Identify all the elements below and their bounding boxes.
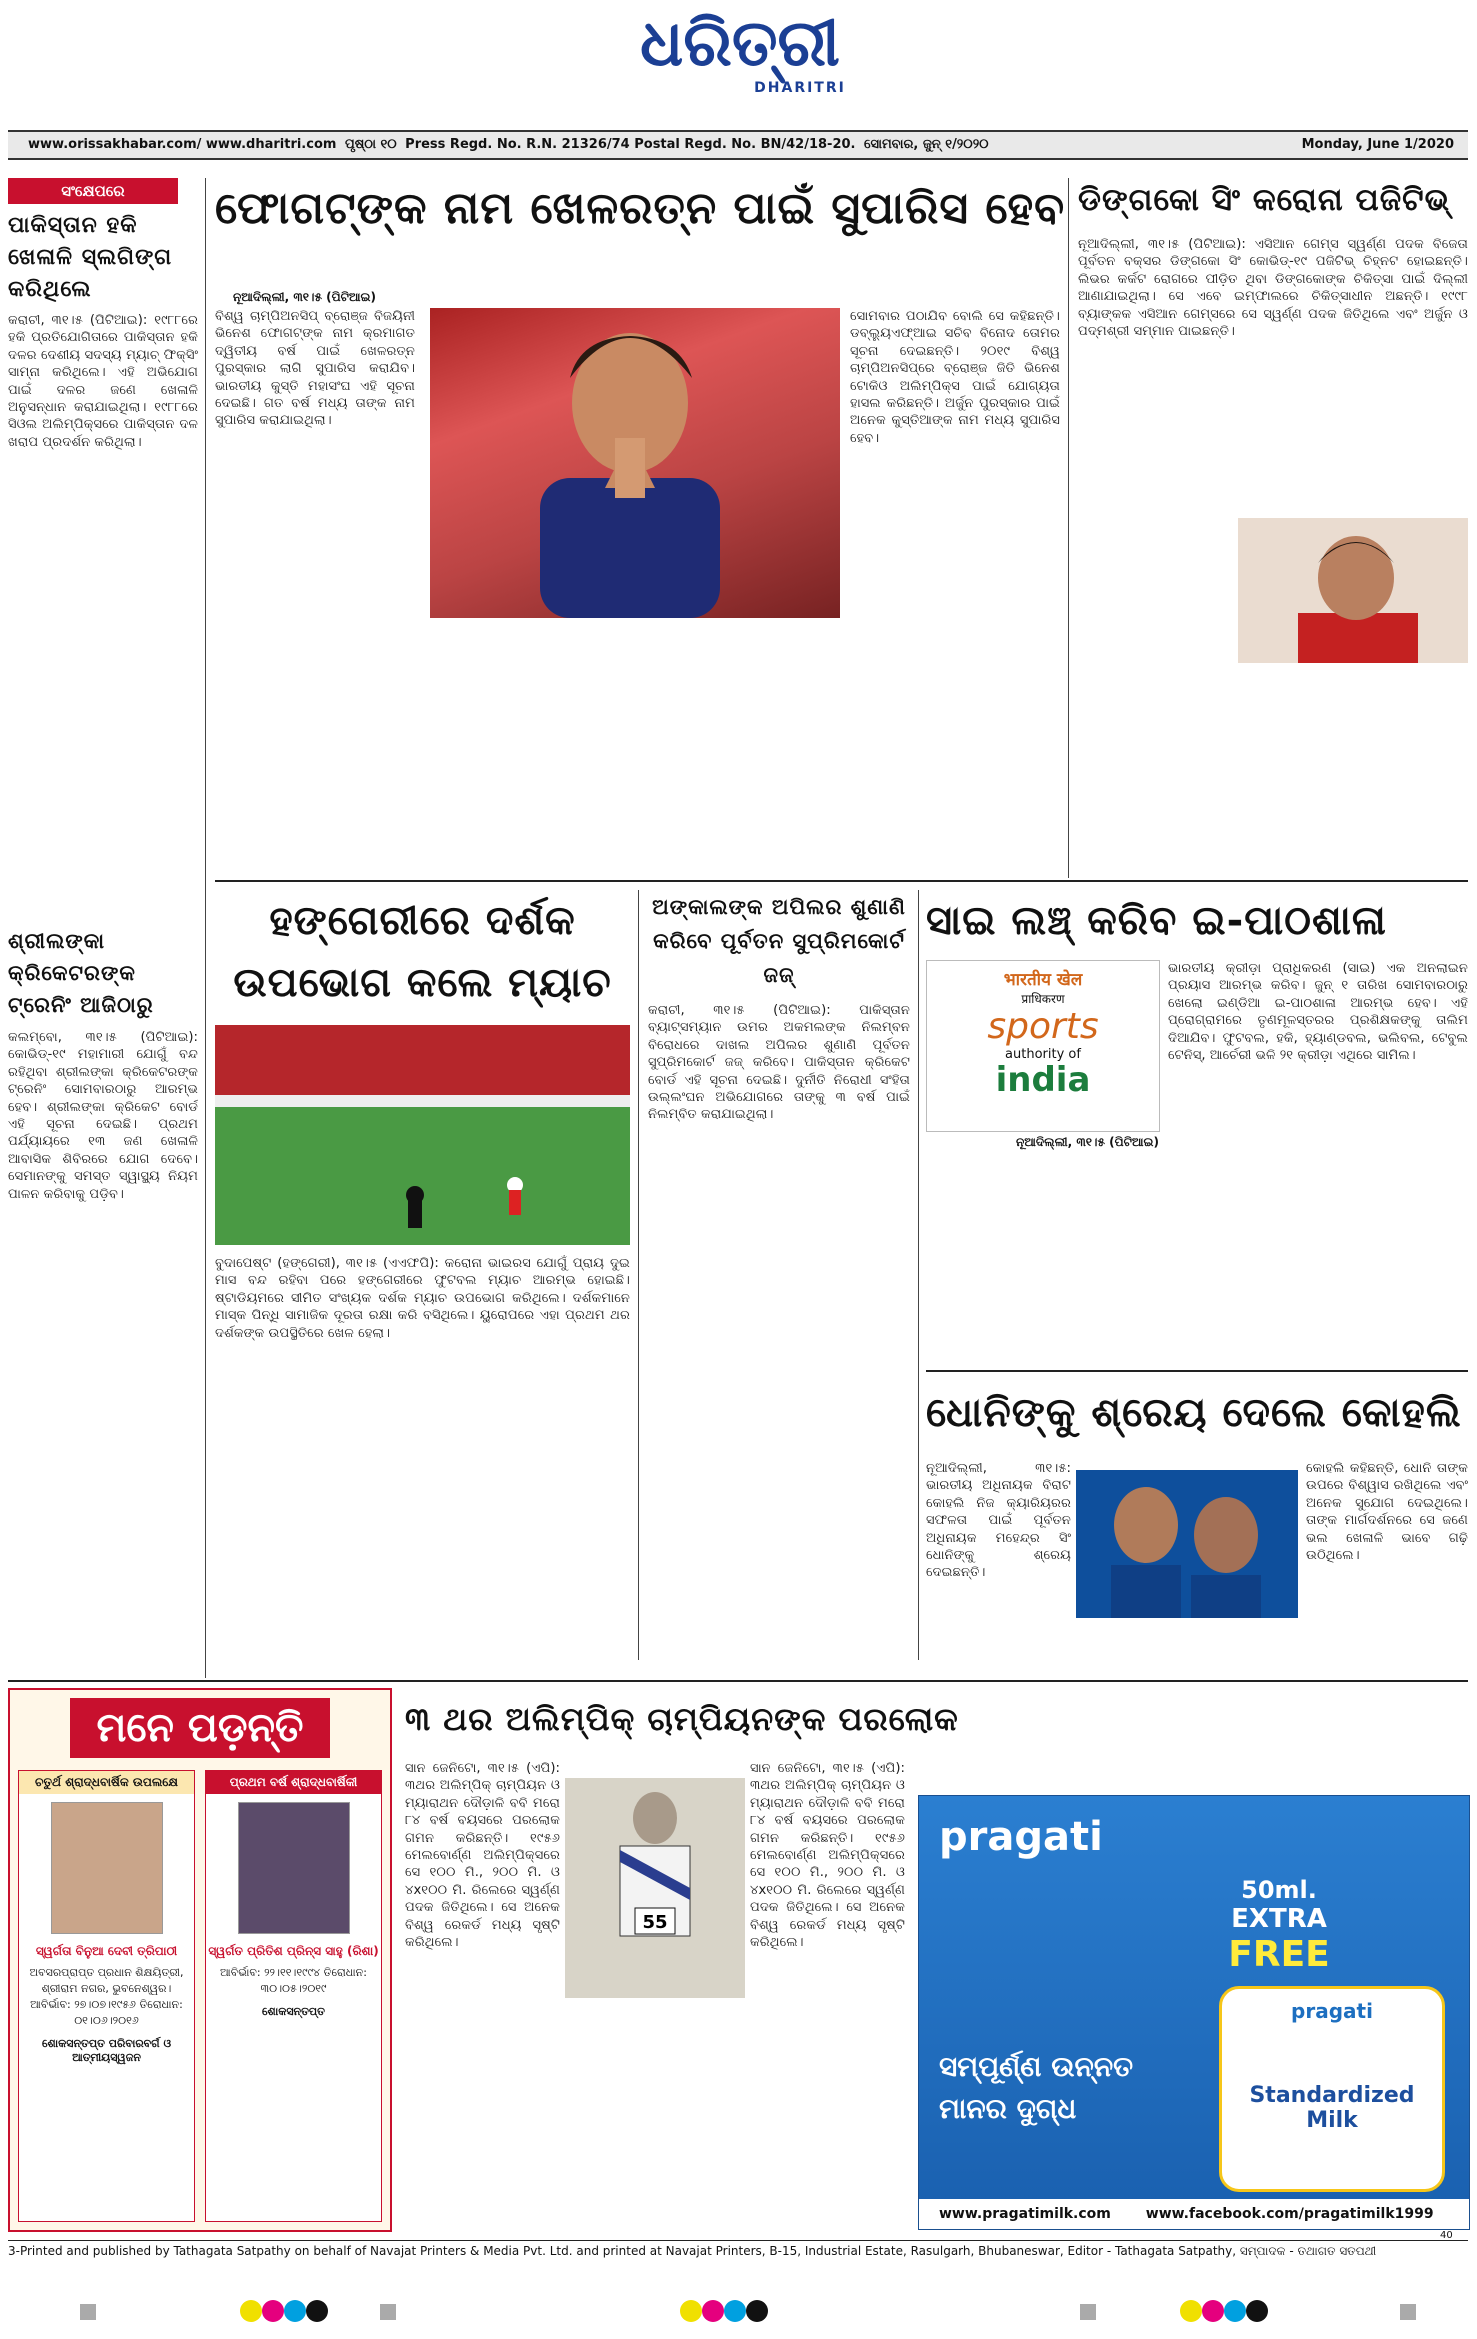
web-url[interactable]: www.orissakhabar.com/ www.dharitri.com [28,137,337,152]
reg-gray [1080,2304,1096,2320]
memorial-left-name: ସ୍ୱର୍ଗତା ବିନୁଆ ଦେବୀ ତ୍ରିପାଠୀ [35,1944,178,1958]
sai-logo-authority: authority of [1005,1047,1081,1062]
milk-pack [1219,1986,1445,2192]
pack-line2: Milk [1306,2108,1358,2133]
players-illustration [1076,1470,1298,1618]
pragati-brand: pragati [939,1814,1103,1860]
court-story [648,890,910,1660]
phogat-photo [430,308,840,618]
pack-line1: Standardized [1249,2083,1415,2108]
pragati-web[interactable]: www.pragatimilk.com [939,2206,1111,2222]
dhoni-body2: କୋହଲି କହିଛନ୍ତି, ଧୋନି ତାଙ୍କ ଉପରେ ବିଶ୍ୱାସ ରଖିଥିଲେ ଏବଂ ଅନେକ ସୁଯୋଗ ଦେଇଥିଲେ। ତାଙ୍କ ମାର୍ଗଦର୍ଶନରେ ସେ ଜଣେ ଭଲ ଖେଳାଳି ଭାବେ ଗଢ଼ି ଉଠିଥିଲେ। [1306,1461,1468,1564]
lead-dateline: ନୂଆଦିଲ୍ଲୀ, ୩୧।୫ (ପିଟିଆଇ) [233,290,376,304]
sai-logo-hindi: भारतीय खेल [1003,970,1083,990]
date-en: Monday, June 1/2020 [1301,137,1454,152]
hungary-story [215,890,630,1660]
pragati-tagline [939,2046,1209,2130]
memorial-title: ମନେ ପଡ଼ନ୍ତି [70,1698,330,1758]
lead-headline: ଫୋଗଟ୍‌ଙ୍କ ନାମ ଖେଳରତ୍ନ ପାଇଁ ସୁପାରିସ ହେବ [215,183,1066,234]
dhoni-story [926,1385,1468,1685]
imprint: 3-Printed and published by Tathagata Satpathy on behalf of Navajat Printers & Media Pvt. Ltd. and printed at Navajat Printers, B-15, Industrial Estate, Rasulgarh, Bhubaneswar, Editor - Tathagata Satpathy, ସମ୍ପାଦକ - ତଥାଗତ ସତପଥୀ [8,2244,1377,2258]
reg-set-2 [680,2300,768,2326]
pragati-offer1: 50ml. [1241,1876,1317,1904]
reg-set-1 [240,2300,328,2326]
brief-tag: ସଂକ୍ଷେପରେ [8,178,178,204]
sai-dateline: ନୂଆଦିଲ୍ଲୀ, ୩୧।୫ (ପିଟିଆଇ) [1016,1135,1159,1149]
olympic-headline: ୩ ଥର ଅଲିମ୍ପିକ୍ ଚାମ୍ପିୟନଙ୍କ ପରଲୋକ [405,1700,959,1738]
hungary-body: ବୁଦାପେଷ୍ଟ (ହଙ୍ଗେରୀ), ୩୧।୫ (ଏଏଫପି): କରୋନା ଭାଇରସ ଯୋଗୁଁ ପ୍ରାୟ ଦୁଇ ମାସ ବନ୍ଦ ରହିବା ପରେ ହଙ୍ଗେରୀରେ ଫୁଟବଲ ମ୍ୟାଚ ଆରମ୍ଭ ହୋଇଛି। ଷ୍ଟାଡିୟମରେ ସୀମିତ ସଂଖ୍ୟକ ଦର୍ଶକ ମ୍ୟାଚ ଉପଭୋଗ କରିଥିଲେ। ଦର୍ଶକମାନେ ମାସ୍କ ପିନ୍ଧି ସାମାଜିକ ଦୂରତା ରକ୍ଷା କରି ବସିଥିଲେ। ୟୁରୋପରେ ଏହା ପ୍ରଥମ ଥର ଦର୍ଶକଙ୍କ ଉପସ୍ଥିତିରେ ଖେଳ ହେଲା। [215,1256,630,1341]
court-headline: ଅଙ୍କାଲଙ୍କ ଅପିଲର ଶୁଣାଣି କରିବେ ପୂର୍ବତନ ସୁପ୍ରିମକୋର୍ଟ ଜଜ୍ [652,895,906,987]
memorial-left-photo [51,1802,163,1934]
brief-headline: ପାକିସ୍ତାନ ହକି ଖେଳାଳି ସ୍ଲଗିଙ୍ଗ କରିଥିଲେ [8,213,173,302]
logo-latin: DHARITRI [754,80,846,96]
divider [215,880,1468,882]
lead-col2: ସୋମବାର ପଠାଯିବ ବୋଲି ସେ କହିଛନ୍ତି। ଡବ୍ଲ୍ୟୁଏଫ୍‌ଆଇ ସଚିବ ବିନୋଦ ତୋମର ସୂଚନା ଦେଇଛନ୍ତି। ୨୦୧୯ ବିଶ୍ୱ ଚାମ୍ପିଅନସିପ୍‌ରେ ବ୍ରୋଞ୍ଜ ଜିତି ଭିନେଶ ଟୋକିଓ ଅଲିମ୍ପିକ୍ସ ପାଇଁ ଯୋଗ୍ୟତା ହାସଲ କରିଛନ୍ତି। ଅର୍ଜୁନ ପୁରସ୍କାର ପାଇଁ ଅନେକ କୁସ୍ତିଆଙ୍କ ନାମ ମଧ୍ୟ ସୁପାରିସ ହେବ। [850,309,1060,446]
memorial-left [18,1770,195,2222]
logo-odia: ଧରିତ୍ରୀ [640,7,840,81]
memorial-left-text: ଅବସରପ୍ରାପ୍ତ ପ୍ରଧାନ ଶିକ୍ଷୟିତ୍ରୀ, ଶ୍ରୀରାମ ନଗର, ଭୁବନେଶ୍ୱର। ଆବିର୍ଭାବ: ୨୭।୦୭।୧୯୫୬ ତିରୋଧାନ: ୦୧।୦୬।୨୦୧୬ [29,1966,184,2027]
stadium-illustration [215,1025,630,1245]
reg-gray [1400,2304,1416,2320]
page-num: 40 [1440,2230,1453,2241]
memorial-right-footer: ଶୋକସନ୍ତପ୍ତ [262,2005,325,2018]
runner-photo [565,1778,745,1998]
registration-marks [0,2300,1477,2330]
pragati-offer2: EXTRA [1231,1904,1327,1934]
pragati-tagline1: ସମ୍ପୂର୍ଣ୍ଣ ଉନ୍ନତ [939,2050,1134,2083]
dingko-headline: ଡିଙ୍ଗକୋ ସିଂ କରୋନା ପଜିଟିଭ୍ [1078,182,1451,218]
brief-body: କରାଚୀ, ୩୧।୫ (ପିଟିଆଇ): ୧୯୮୮ରେ ହକି ପ୍ରତିଯୋଗିତାରେ ପାକିସ୍ତାନ ହକି ଦଳର ଦେଶୀୟ ସଦସ୍ୟ ମ୍ୟାଚ୍ ଫିକ୍ସିଂ ସାମ୍ନା କରିଥିଲେ। ଏହି ଅଭିଯୋଗ ପାଇଁ ଦଳର ଜଣେ ଖେଳାଳି ଅନୁସନ୍ଧାନ କରାଯାଇଥିଲା। ୧୯୮୮ରେ ସିଓଲ ଅଲିମ୍ପିକ୍ସରେ ପାକିସ୍ତାନ ଦଳ ଖରାପ ପ୍ରଦର୍ଶନ କରିଥିଲା। [8,313,198,450]
page-number: ପୃଷ୍ଠା ୧୦ [344,137,397,152]
reg-set-3 [1180,2300,1268,2326]
dhoni-headline: ଧୋନିଙ୍କୁ ଶ୍ରେୟ ଦେଲେ କୋହଲି [926,1390,1462,1436]
runner-bib: 55 [642,1912,668,1933]
reg-gray [80,2304,96,2320]
hungary-headline: ହଙ୍ଗେରୀରେ ଦର୍ଶକ ଉପଭୋଗ କଲେ ମ୍ୟାଚ [233,898,612,1006]
brief-section [8,178,198,918]
srilanka-body: କଲମ୍ବୋ, ୩୧।୫ (ପିଟିଆଇ): କୋଭିଡ୍-୧୯ ମହାମାରୀ ଯୋଗୁଁ ବନ୍ଦ ରହିଥିବା ଶ୍ରୀଲଙ୍କା କ୍ରିକେଟରଙ୍କ ଟ୍ରେନିଂ ସୋମବାରଠାରୁ ଆରମ୍ଭ ହେବ। ଶ୍ରୀଲଙ୍କା କ୍ରିକେଟ ବୋର୍ଡ ଏହି ସୂଚନା ଦେଇଛି। ପ୍ରଥମ ପର୍ଯ୍ୟାୟରେ ୧୩ ଜଣ ଖେଳାଳି ଆବାସିକ ଶିବିରରେ ଯୋଗ ଦେବେ। ସେମାନଙ୍କୁ ସମସ୍ତ ସ୍ୱାସ୍ଥ୍ୟ ନିୟମ ପାଳନ କରିବାକୁ ପଡ଼ିବ। [8,1030,198,1202]
pragati-fb[interactable]: www.facebook.com/pragatimilk1999 [1145,2206,1434,2222]
lead-col1: ବିଶ୍ୱ ଚାମ୍ପିଅନସିପ୍ ବ୍ରୋଞ୍ଜ ବିଜୟିନୀ ଭିନେଶ ଫୋଗଟ୍‌ଙ୍କ ନାମ କ୍ରମାଗତ ଦ୍ୱିତୀୟ ବର୍ଷ ପାଇଁ ଖେଳରତ୍ନ ପୁରସ୍କାର ଲାଗି ସୁପାରିସ କରାଯିବ। ଭାରତୀୟ କୁସ୍ତି ମହାସଂଘ ଏହି ସୂଚନା ଦେଇଛି। ଗତ ବର୍ଷ ମଧ୍ୟ ତାଙ୍କ ନାମ ସୁପାରିସ କରାଯାଇଥିଲା। [215,309,415,429]
reg-gray [380,2304,396,2320]
memorial-right [205,1770,382,2222]
sai-headline: ସାଇ ଲଞ୍ଚ୍ କରିବ ଇ-ପାଠଶାଳା [926,898,1387,944]
pack-brand: pragati [1291,1999,1373,2023]
srilanka-story [8,925,198,1675]
memorial-left-header: ଚତୁର୍ଥ ଶ୍ରାଦ୍ଧବାର୍ଷିକ ଉପଲକ୍ଷେ [19,1771,194,1794]
memorial-right-header: ପ୍ରଥମ ବର୍ଷ ଶ୍ରାଦ୍ଧବାର୍ଷିକୀ [206,1771,381,1794]
olympic-body: ସାନ ଜେନିଟୋ, ୩୧।୫ (ଏପି): ୩ଥର ଅଲିମ୍ପିକ୍ ଚାମ୍ପିୟନ ଓ ମ୍ୟାରାଥନ ଦୌଡ଼ାଳି ବବି ମରୋ ୮୪ ବର୍ଷ ବୟସରେ ପରଲୋକ ଗମନ କରିଛନ୍ତି। ୧୯୫୬ ମେଲବୋର୍ଣ୍ଣ ଅଲିମ୍ପିକ୍ସରେ ସେ ୧୦୦ ମି., ୨୦୦ ମି. ଓ ୪x୧୦୦ ମି. ରିଲେରେ ସ୍ୱର୍ଣ୍ଣ ପଦକ ଜିତିଥିଲେ। ସେ ଅନେକ ବିଶ୍ୱ ରେକର୍ଡ ମଧ୍ୟ ସୃଷ୍ଟି କରିଥିଲେ। [405,1761,560,1951]
sai-logo [926,960,1160,1132]
memorial-box [8,1688,392,2232]
srilanka-headline: ଶ୍ରୀଲଙ୍କା କ୍ରିକେଟରଙ୍କ ଟ୍ରେନିଂ ଆଜିଠାରୁ [8,929,154,1017]
masthead-logo [590,8,890,103]
sai-body: ଭାରତୀୟ କ୍ରୀଡ଼ା ପ୍ରାଧିକରଣ (ସାଇ) ଏକ ଅନଲାଇନ ପ୍ରୟାସ ଆରମ୍ଭ କରିବ। ଜୁନ୍ ୧ ତାରିଖ ସୋମବାରଠାରୁ ଖେଲୋ ଇଣ୍ଡିଆ ଇ-ପାଠଶାଳା ଆରମ୍ଭ ହେବ। ଏହି ପ୍ରୋଗ୍ରାମରେ ତୃଣମୂଳସ୍ତରର ପ୍ରଶିକ୍ଷକଙ୍କୁ ତାଲିମ ଦିଆଯିବ। ଫୁଟବଲ, ହକି, ହ୍ୟାଣ୍ଡବଲ, ଭଲିବଲ, ଟେବୁଲ ଟେନିସ୍, ଆର୍ଚେରୀ ଭଳି ୨୧ କ୍ରୀଡ଼ା ଏଥିରେ ସାମିଲ। [1168,961,1468,1064]
masthead [0,0,1477,152]
runner-illustration [565,1778,745,1998]
memorial-right-photo [238,1802,350,1934]
pragati-offer3: FREE [1228,1934,1330,1975]
pragati-footer [919,2199,1469,2229]
kohli-dhoni-photo [1076,1470,1298,1618]
divider [918,890,919,1660]
divider [638,890,639,1660]
divider [1068,178,1069,878]
lead-story [215,178,1066,878]
sai-story [926,890,1468,1360]
sai-logo-hindi2: प्राधिकरण [1021,992,1065,1006]
memorial-right-name: ସ୍ୱର୍ଗତ ପ୍ରିତିଶ ପ୍ରିନ୍ସ ସାହୁ (ରିଶା) [208,1944,379,1958]
divider [926,1370,1468,1372]
dingko-body: ନୂଆଦିଲ୍ଲୀ, ୩୧।୫ (ପିଟିଆଇ): ଏସିଆନ ଗେମ୍ସ ସ୍ୱର୍ଣ୍ଣ ପଦକ ବିଜେତା ପୂର୍ବତନ ବକ୍ସର ଡିଙ୍ଗକୋ ସିଂ କୋଭିଡ୍-୧୯ ପଜିଟିଭ୍ ଚିହ୍ନଟ ହୋଇଛନ୍ତି। ଲିଭର କର୍କଟ ରୋଗରେ ପୀଡ଼ିତ ଥିବା ଡିଙ୍ଗକୋଙ୍କ ଚିକିତ୍ସା ପାଇଁ ଦିଲ୍ଲୀ ଆଣାଯାଇଥିଲା। ସେ ଏବେ ଇମ୍ଫାଲରେ ଚିକିତ୍ସାଧୀନ ଅଛନ୍ତି। ୧୯୯୮ ବ୍ୟାଙ୍କକ ଏସିଆନ ଗେମ୍ସରେ ସେ ସ୍ୱର୍ଣ୍ଣ ପଦକ ଜିତିଥିଲେ ଏବଂ ଅର୍ଜୁନ ଓ ପଦ୍ମଶ୍ରୀ ସମ୍ମାନ ପାଇଛନ୍ତି। [1078,237,1468,340]
olympic-story [405,1688,959,2228]
pragati-tagline2: ମାନର ଦୁଗ୍ଧ [939,2092,1077,2125]
wrestler-illustration [430,308,840,618]
memorial-right-text: ଆବିର୍ଭାବ: ୨୨।୧୧।୧୯୯୪ ତିରୋଧାନ: ୩୦।୦୫।୨୦୧୯ [220,1966,367,1995]
sai-logo-sports: sports [987,1006,1099,1047]
sai-logo-india: india [995,1060,1091,1100]
date-odia: ସୋମବାର, ଜୁନ୍ ୧/୨୦୨୦ [864,137,989,152]
masthead-strip [8,130,1468,160]
pragati-ad [918,1795,1470,2230]
press-regd: Press Regd. No. R.N. 21326/74 Postal Regd. No. BN/42/18-20. [405,137,856,152]
divider [205,178,206,1678]
memorial-left-footer: ଶୋକସନ୍ତପ୍ତ ପରିବାରବର୍ଗ ଓ ଆତ୍ମୀୟସ୍ୱଜନ [41,2037,172,2064]
divider [8,2240,1468,2241]
dingko-story [1078,178,1468,878]
divider [8,1680,1468,1682]
pragati-offer [1219,1876,1339,1975]
court-body: କରାଚୀ, ୩୧।୫ (ପିଟିଆଇ): ପାକିସ୍ତାନ ବ୍ୟାଟ୍ସମ୍ୟାନ ଉମର ଅକମଲଙ୍କ ନିଲମ୍ବନ ବିରୋଧରେ ଦାଖଲ ଅପିଲର ଶୁଣାଣି ପୂର୍ବତନ ସୁପ୍ରିମକୋର୍ଟ ଜଜ୍ କରିବେ। ପାକିସ୍ତାନ କ୍ରିକେଟ ବୋର୍ଡ ଏହି ସୂଚନା ଦେଇଛି। ଦୁର୍ନୀତି ନିରୋଧୀ ସଂହିତା ଉଲ୍ଲଂଘନ ଅଭିଯୋଗରେ ତାଙ୍କୁ ୩ ବର୍ଷ ପାଇଁ ନିଲମ୍ବିତ କରାଯାଇଥିଲା। [648,1003,910,1123]
olympic-body-right: ସାନ ଜେନିଟୋ, ୩୧।୫ (ଏପି): ୩ଥର ଅଲିମ୍ପିକ୍ ଚାମ୍ପିୟନ ଓ ମ୍ୟାରାଥନ ଦୌଡ଼ାଳି ବବି ମରୋ ୮୪ ବର୍ଷ ବୟସରେ ପରଲୋକ ଗମନ କରିଛନ୍ତି। ୧୯୫୬ ମେଲବୋର୍ଣ୍ଣ ଅଲିମ୍ପିକ୍ସରେ ସେ ୧୦୦ ମି., ୨୦୦ ମି. ଓ ୪x୧୦୦ ମି. ରିଲେରେ ସ୍ୱର୍ଣ୍ଣ ପଦକ ଜିତିଥିଲେ। ସେ ଅନେକ ବିଶ୍ୱ ରେକର୍ଡ ମଧ୍ୟ ସୃଷ୍ଟି କରିଥିଲେ। [750,1761,905,1951]
football-photo [215,1025,630,1245]
dhoni-body1: ନୂଆଦିଲ୍ଲୀ, ୩୧।୫: ଭାରତୀୟ ଅଧିନାୟକ ବିରାଟ କୋହଲି ନିଜ କ୍ୟାରିୟରର ସଫଳତା ପାଇଁ ପୂର୍ବତନ ଅଧିନାୟକ ମହେନ୍ଦ୍ର ସିଂ ଧୋନିଙ୍କୁ ଶ୍ରେୟ ଦେଇଛନ୍ତି। [926,1461,1071,1581]
